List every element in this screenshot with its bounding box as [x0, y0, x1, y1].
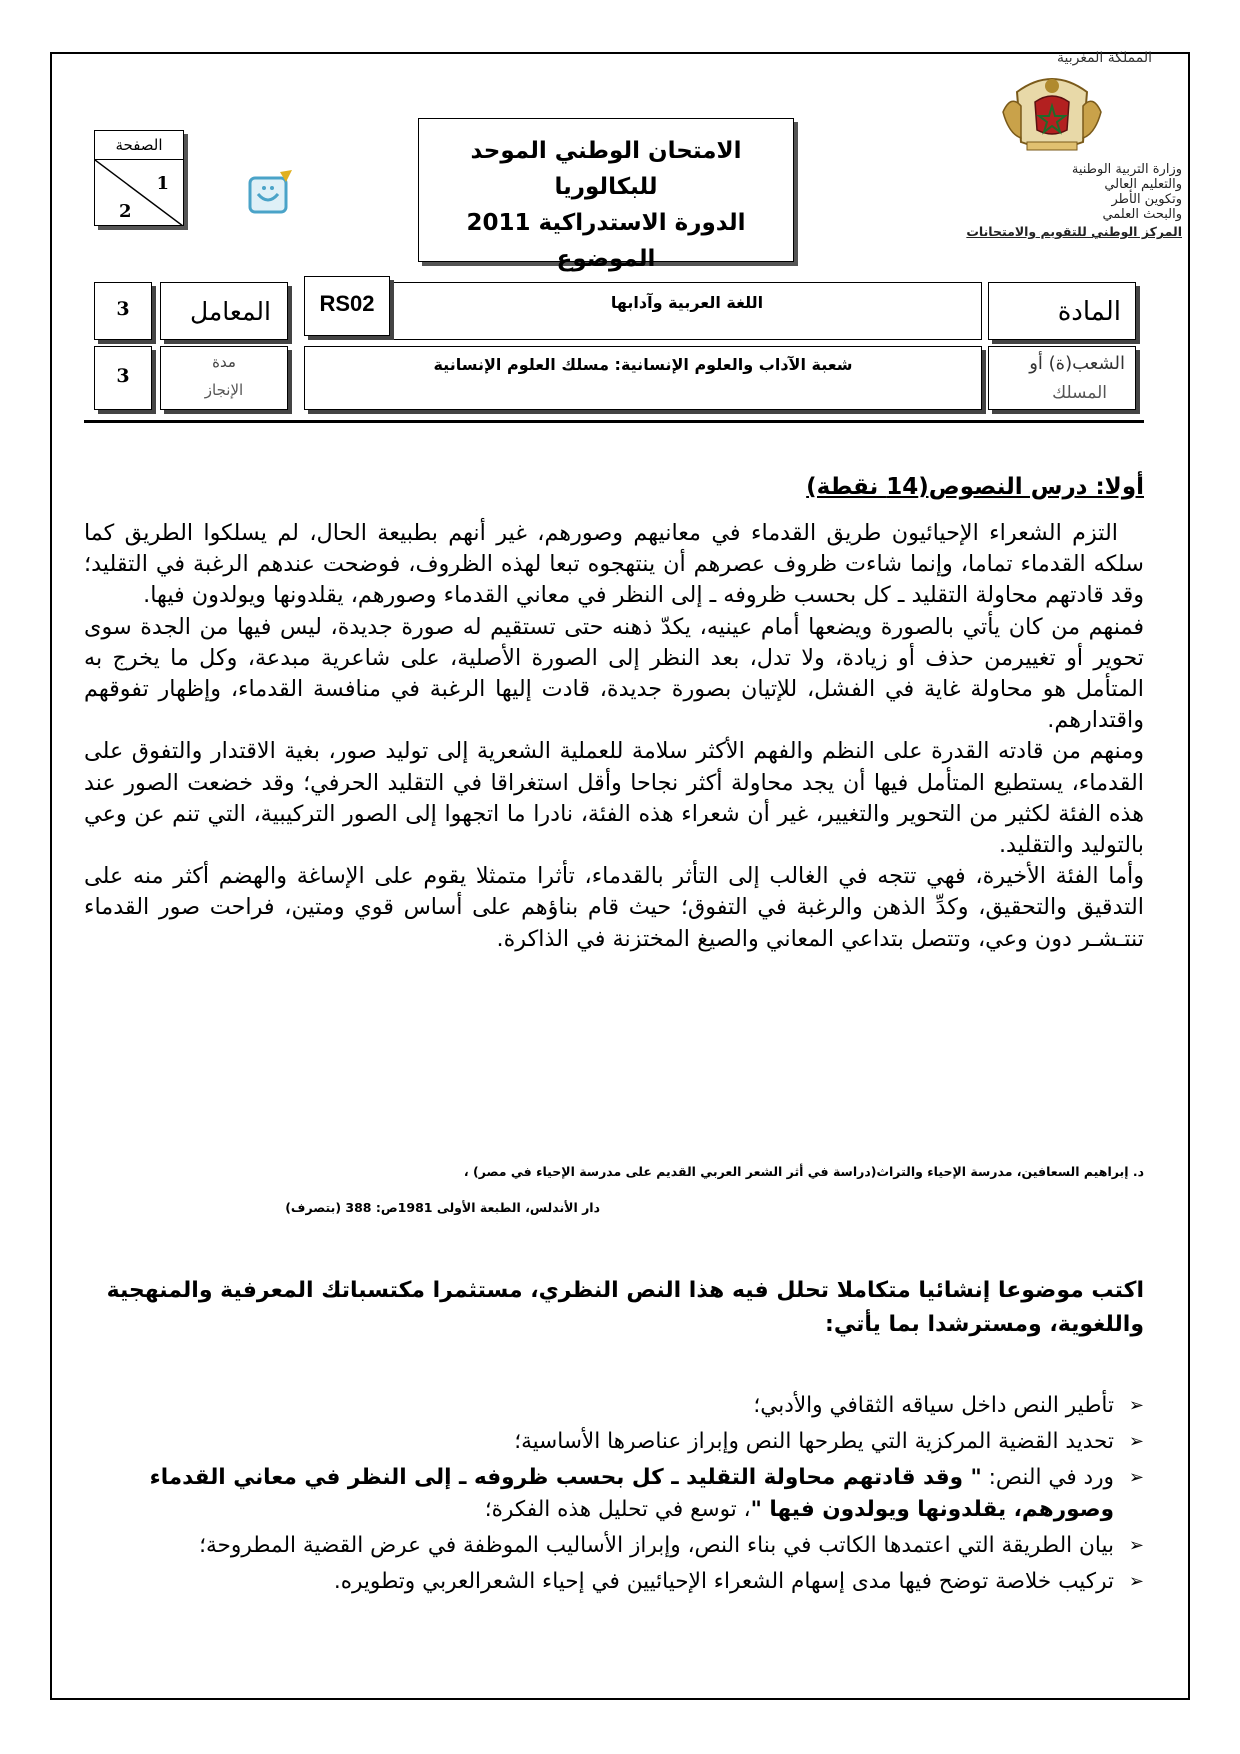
list-item-text: ورد في النص: [981, 1465, 1114, 1490]
page-label: الصفحة [95, 131, 183, 160]
page-divider [95, 160, 183, 226]
list-item [64, 1390, 1144, 1422]
subject-label: المادة [1057, 297, 1121, 327]
list-item [64, 1462, 1144, 1526]
arrow-bullet-icon: ➢ [1128, 1535, 1144, 1556]
passage-paragraph: وأما الفئة الأخيرة، فهي تتجه في الغالب إلى التأثر بالقدماء، تأثرا متمثلا يقوم على الإساغة والهضم أكثر منه على التدقيق والتحقيق، وكدِّ الذهن والرغبة في التفوق؛ حيث قام بناؤهم على أساس قوي ومتين، فراحت صور القدماء تنتـشـر دون وعي، وتتصل بتداعي المعاني والصيغ المختزنة في الذاكرة. [84, 863, 1144, 952]
page-current: 1 [156, 173, 169, 194]
arrow-bullet-icon: ➢ [1128, 1571, 1144, 1592]
list-item [64, 1566, 1144, 1598]
header-rule [84, 420, 1144, 423]
ministry-line: وزارة التربية الوطنية [1071, 162, 1182, 177]
ministry-line: والبحث العلمي [1102, 207, 1182, 222]
branch-value: شعبة الآداب والعلوم الإنسانية: مسلك العلوم الإنسانية [433, 355, 853, 374]
branch-value-cell [304, 346, 982, 410]
branch-label-cell [988, 346, 1136, 410]
list-item [64, 1426, 1144, 1458]
ministry-line: والتعليم العالي [1104, 177, 1182, 192]
list-item-text: بيان الطريقة التي اعتمدها الكاتب في بناء النص، وإبراز الأساليب الموظفة في عرض القضية المطروحة؛ [199, 1533, 1114, 1558]
page-number-box [94, 130, 184, 226]
text-passage [84, 518, 1144, 955]
arrow-bullet-icon: ➢ [1128, 1395, 1144, 1416]
exam-subject-heading: الموضوع [556, 246, 656, 272]
royal-crest-icon [997, 72, 1107, 154]
list-item-text: تحديد القضية المركزية التي يطرحها النص وإبراز عناصرها الأساسية؛ [514, 1429, 1114, 1454]
branch-label-line2: المسلك [1052, 383, 1107, 403]
subject-label-cell [988, 282, 1136, 340]
ministry-line: وتكوين الأطر [1111, 192, 1182, 207]
duration-label-cell [160, 346, 288, 410]
coefficient-label: المعامل [189, 297, 271, 326]
duration-value: 3 [116, 365, 130, 387]
quoted-excerpt: " وقد قادتهم محاولة التقليد ـ كل بحسب ظروفه ـ إلى النظر في معاني القدماء وصورهم، يقلدونها ويولدون فيها " [149, 1465, 1114, 1522]
passage-paragraph: التزم الشعراء الإحيائيون طريق القدماء في معانيهم وصورهم، غير أنهم بطبيعة الحال، لم يسلكوا الطريق كما سلكه القدماء تماما، وإنما شاءت ظروف عصرهم أن ينتهجوه تبعا لهذه الظروف، فوضحت عندهم الرغبة في التقليد؛ وقد قادتهم محاولة التقليد ـ كل بحسب ظروفه ـ إلى النظر في معاني القدماء وصورهم، يقلدونها ويولدون فيها. [84, 520, 1144, 609]
subject-code: RS02 [319, 291, 375, 316]
duration-value-cell [94, 346, 152, 410]
duration-label-line2: الإنجاز [204, 381, 244, 399]
branch-label: الشعب(ة) أو [1029, 353, 1125, 374]
subject-value-cell [392, 282, 982, 340]
coefficient-label-cell [160, 282, 288, 340]
list-item [64, 1530, 1144, 1562]
list-item-text: ، توسع في تحليل هذه الفكرة؛ [484, 1497, 751, 1522]
ministry-name [922, 162, 1182, 239]
ministry-header [922, 50, 1182, 239]
duration-label: مدة [212, 353, 236, 371]
coefficient-value: 3 [116, 298, 130, 320]
exam-title-box [418, 118, 794, 272]
task-instruction: اكتب موضوعا إنشائيا متكاملا تحلل فيه هذا النص النظري، مستثمرا مكتسباتك المعرفية والمنهجية واللغوية، ومسترشدا بما يأتي: [106, 1278, 1144, 1337]
arrow-bullet-icon: ➢ [1128, 1467, 1144, 1488]
coefficient-value-cell [94, 282, 152, 340]
section-title: أولا: درس النصوص(14 نقطة) [806, 474, 1144, 500]
reference-line-2: دار الأندلس، الطبعة الأولى 1981ص: 388 (بتصرف) [285, 1200, 600, 1215]
page-total: 2 [119, 201, 132, 222]
exam-title: الامتحان الوطني الموحد للبكالوريا [470, 138, 742, 200]
passage-paragraph: فمنهم من كان يأتي بالصورة ويضعها أمام عينيه، يكدّ ذهنه حتى تستقيم له صورة جديدة، ليس فيها من الجدة سوى تحوير أو تغييرمن حذف أو زيادة، ولا تدل، بعد النظر إلى الصورة الأصلية، على شاعرية مبدعة، وكل ما يخرج به المتأمل هو محاولة غاية في الفشل، للإتيان بصورة جديدة، قادت إليها الرغبة في منافسة القدماء، وإظهار تفوقهم واقتدارهم. [84, 613, 1144, 734]
arrow-bullet-icon: ➢ [1128, 1431, 1144, 1452]
passage-paragraph: ومنهم من قادته القدرة على النظم والفهم الأكثر سلامة للعملية الشعرية إلى توليد صور، بغية الاقتدار والتفوق على القدماء، يستطيع المتأمل فيها أن يجد محاولة أكثر نجاحا وأقل استغراقا في التقليد الحرفي؛ وقد خضعت الصور عند هذه الفئة لكثير من التحوير والتغيير، غير أن شعراء هذه الفئة، نادرا ما اتجهوا إلى الصور التركيبية، التي تنم عن وعي بالتوليد والتقليد. [84, 738, 1144, 859]
code-cell [304, 276, 390, 336]
ministry-logo-icon [246, 168, 296, 218]
subject-value: اللغة العربية وآدابها [610, 293, 764, 312]
evaluation-center-label: المركز الوطني للتقويم والامتحانات [966, 224, 1182, 239]
reference-line: د. إبراهيم السعافين، مدرسة الإحياء والتراث(دراسة في أثر الشعر العربي القديم على مدرسة الإحياء في مصر) ، [463, 1164, 1144, 1179]
kingdom-label: المملكة المغربية [1056, 50, 1152, 66]
list-item-text: تأطير النص داخل سياقه الثقافي والأدبي؛ [753, 1393, 1114, 1418]
guidance-list [64, 1390, 1144, 1602]
list-item-text: تركيب خلاصة توضح فيها مدى إسهام الشعراء الإحيائيين في إحياء الشعرالعربي وتطويره. [333, 1569, 1114, 1594]
exam-session: الدورة الاستدراكية 2011 [466, 210, 746, 236]
